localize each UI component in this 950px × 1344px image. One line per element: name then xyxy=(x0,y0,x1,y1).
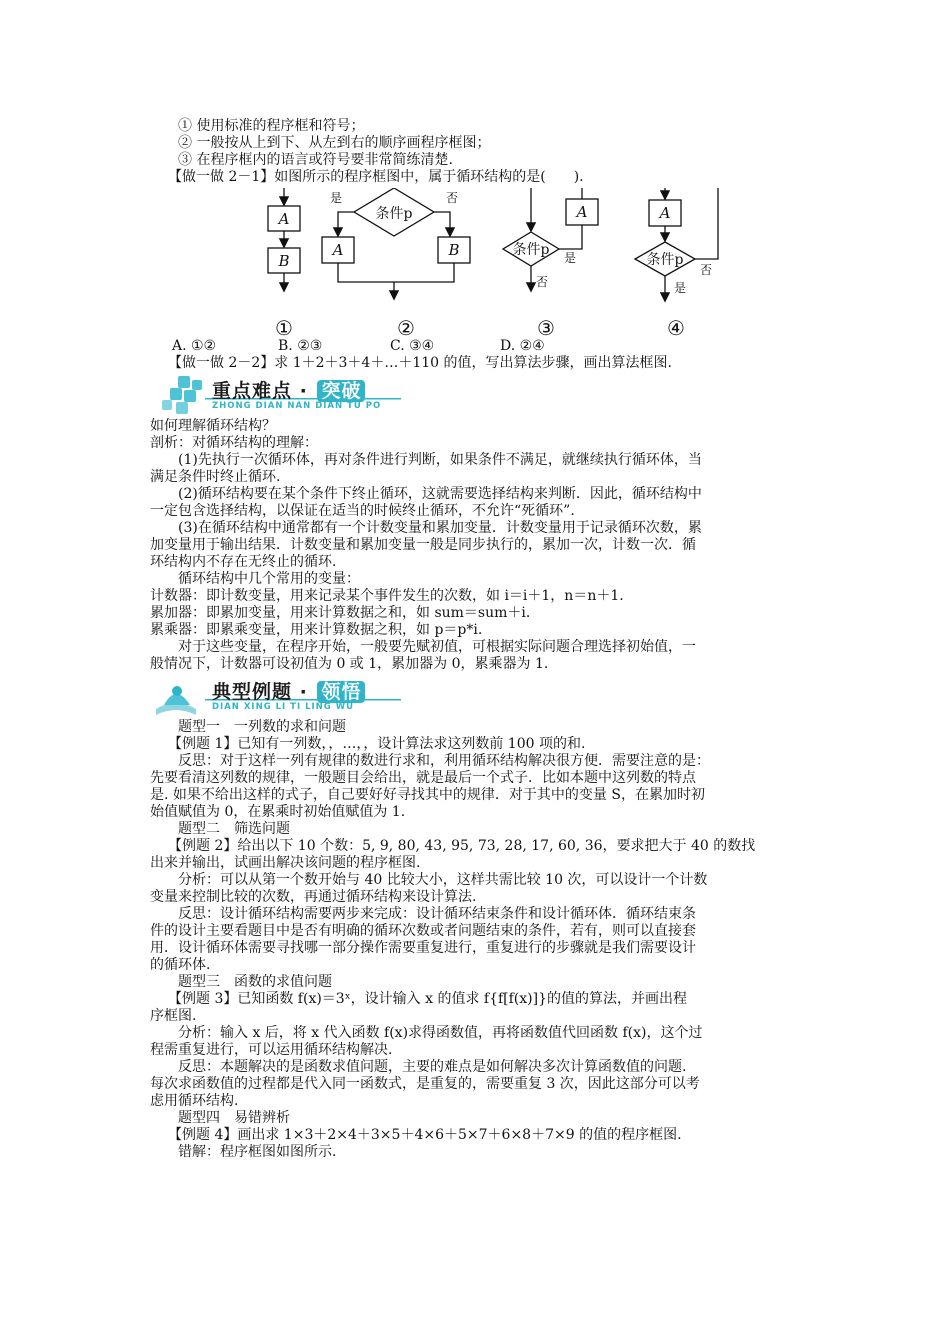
banner-examples-highlight: 领悟 xyxy=(317,681,365,703)
section2-line-24: 题型四 易错辨析 xyxy=(178,1110,290,1126)
option-d: D. ②④ xyxy=(500,338,545,354)
section1-line-4: 满足条件时终止循环. xyxy=(150,469,281,485)
section2-line-16: 题型三 函数的求值问题 xyxy=(178,974,332,990)
chart4-condition: 条件p xyxy=(646,252,684,268)
section1-line-15: 般情况下，计数器可设初值为 0 或 1，累加器为 0，累乘器为 1. xyxy=(150,656,549,672)
exercise-2-1: 【做一做 2－1】如图所示的程序框图中，属于循环结构的是( ). xyxy=(168,169,584,185)
section2-line-8: 【例题 2】给出以下 10 个数：5, 9, 80, 43, 95, 73, 28, 17, 60, 36，要求把大于 40 的数找 xyxy=(168,838,756,854)
section2-line-1: 题型一 一列数的求和问题 xyxy=(178,719,346,735)
flowchart-figure xyxy=(150,188,800,338)
option-c: C. ③④ xyxy=(390,338,435,354)
section2-line-20: 程需重复进行，可以运用循环结构解决. xyxy=(150,1042,393,1058)
chart-label-2: ② xyxy=(397,316,415,338)
chart2-label-a: A xyxy=(332,241,344,259)
section2-line-4: 先要看清这列数的规律，一般题目会给出，就是最后一个式子．比如本题中这列数的特点 xyxy=(150,770,696,786)
section2-line-6: 始值赋值为 0，在累乘时初始值赋值为 1. xyxy=(150,804,406,820)
section2-line-25: 【例题 4】画出求 1×3＋2×4＋3×5＋4×6＋5×7＋6×8＋7×9 的值的程序框图. xyxy=(168,1127,682,1143)
chart2-label-b: B xyxy=(448,241,460,259)
intro-line-3: ③ 在程序框内的语言或符号要非常简练清楚. xyxy=(178,152,453,168)
option-a: A. ①② xyxy=(172,338,217,354)
intro-line-1: ① 使用标准的程序框和符号； xyxy=(178,118,365,134)
chart-label-3: ③ xyxy=(537,316,555,338)
chart3-no: 否 xyxy=(535,275,549,289)
section2-line-14: 用．设计循环体需要寻找哪一部分操作需要重复进行，重复进行的步骤就是我们需要设计 xyxy=(150,940,696,956)
section1-line-13: 累乘器：即累乘变量，用来计算数据之积，如 p＝p*i. xyxy=(150,622,483,638)
section2-line-9: 出来并输出，试画出解决该问题的程序框图. xyxy=(150,855,421,871)
section1-line-7: (3)在循环结构中通常都有一个计数变量和累加变量．计数变量用于记录循环次数，累 xyxy=(178,520,702,536)
banner-examples xyxy=(150,675,800,719)
chart-label-4: ④ xyxy=(667,316,685,338)
section1-line-8: 加变量用于输出结果．计数变量和累加变量一般是同步执行的，累加一次，计数一次．循 xyxy=(150,537,696,553)
section2-line-18: 序框图. xyxy=(150,1008,197,1024)
intro-line-2: ② 一般按从上到下、从左到右的顺序画程序框图； xyxy=(178,135,491,151)
section2-line-23: 虑用循环结构. xyxy=(150,1093,239,1109)
section1-line-14: 对于这些变量，在程序开始，一般要先赋初值，可根据实际问题合理选择初始值，一 xyxy=(178,639,696,655)
section2-line-15: 的循环体. xyxy=(150,957,211,973)
section2-line-22: 每次求函数值的过程都是代入同一函数式，是重复的，需要重复 3 次，因此这部分可以考 xyxy=(150,1076,700,1092)
exercise-2-2: 【做一做 2－2】求 1＋2＋3＋4＋…＋110 的值，写出算法步骤，画出算法框图. xyxy=(168,355,672,371)
chart3-condition: 条件p xyxy=(512,242,550,258)
section2-line-3: 反思：对于这样一列有规律的数进行求和，利用循环结构解决很方便．需要注意的是： xyxy=(178,753,710,769)
section2-line-5: 是. 如果不给出这样的式子，自己要好好寻找其中的规律．对于其中的变量 S，在累加时初 xyxy=(150,787,705,803)
section1-line-5: (2)循环结构要在某个条件下终止循环，这就需要选择结构来判断．因此，循环结构中 xyxy=(178,486,702,502)
section1-line-9: 环结构内不存在无终止的循环. xyxy=(150,554,337,570)
banner-key-points-title: 重点难点 · 突破 xyxy=(212,376,365,403)
option-b: B. ②③ xyxy=(278,338,323,354)
cube-cluster-icon xyxy=(162,376,202,414)
banner-examples-subtitle: DIAN XING LI TI LING WU xyxy=(212,702,354,712)
section2-line-10: 分析：可以从第一个数开始与 40 比较大小，这样共需比较 10 次，可以设计一个计数 xyxy=(178,872,708,888)
section2-line-11: 变量来控制比较的次数，再通过循环结构来设计算法. xyxy=(150,889,477,905)
section1-line-12: 累加器：即累加变量，用来计算数据之和，如 sum＝sum＋i. xyxy=(150,605,531,621)
section2-line-19: 分析：输入 x 后，将 x 代入函数 f(x)求得函数值，再将函数值代回函数 f(x)，这个过 xyxy=(178,1025,703,1041)
document-page xyxy=(150,118,800,1161)
section2-line-21: 反思：本题解决的是函数求值问题，主要的难点是如何解决多次计算函数值的问题. xyxy=(178,1059,687,1075)
chart1-label-a: A xyxy=(278,210,290,228)
section2-line-17: 【例题 3】已知函数 f(x)＝3ˣ，设计输入 x 的值求 f{f[f(x)]}的值的算法，并画出程 xyxy=(168,991,687,1007)
section2-line-26: 错解：程序框图如图所示. xyxy=(178,1144,337,1160)
section1-line-11: 计数器：即计数变量，用来记录某个事件发生的次数，如 i＝i＋1，n＝n＋1. xyxy=(150,588,624,604)
section1-line-3: (1)先执行一次循环体，再对条件进行判断，如果条件不满足，就继续执行循环体，当 xyxy=(178,452,702,468)
chart-label-1: ① xyxy=(275,316,293,338)
options-row xyxy=(150,338,800,355)
section1-line-6: 一定包含选择结构，以保证在适当的时候终止循环，不允许“死循环”. xyxy=(150,503,575,519)
chart4-no: 否 xyxy=(699,263,713,277)
section2-line-12: 反思：设计循环结构需要两步来完成：设计循环结束条件和设计循环体．循环结束条 xyxy=(178,906,696,922)
chart1-label-b: B xyxy=(278,252,290,270)
banner-key-points-subtitle: ZHONG DIAN NAN DIAN TU PO xyxy=(212,401,382,411)
section2-line-7: 题型二 筛选问题 xyxy=(178,821,290,837)
chart2-no: 否 xyxy=(445,191,459,205)
banner-key-points xyxy=(150,374,800,418)
book-icon xyxy=(156,686,196,715)
chart4-label-a: A xyxy=(659,204,671,222)
section1-line-2: 剖析：对循环结构的理解： xyxy=(150,435,318,451)
banner-key-points-highlight: 突破 xyxy=(317,380,365,402)
chart3-label-a: A xyxy=(576,203,588,221)
chart2-yes: 是 xyxy=(329,191,343,205)
chart2-condition: 条件p xyxy=(375,206,413,222)
chart3-yes: 是 xyxy=(563,251,577,265)
banner-examples-title: 典型例题 · 领悟 xyxy=(212,677,365,704)
section2-line-13: 件的设计主要看题目中是否有明确的循环次数或者问题结束的条件，若有，则可以直接套 xyxy=(150,923,696,939)
chart4-yes: 是 xyxy=(673,281,687,295)
section1-line-1: 如何理解循环结构？ xyxy=(150,418,276,434)
flowchart-svg xyxy=(150,188,800,338)
section1-line-10: 循环结构中几个常用的变量： xyxy=(178,571,360,587)
section2-line-2: 【例题 1】已知有一列数，，…，，设计算法求这列数前 100 项的和. xyxy=(168,736,586,752)
